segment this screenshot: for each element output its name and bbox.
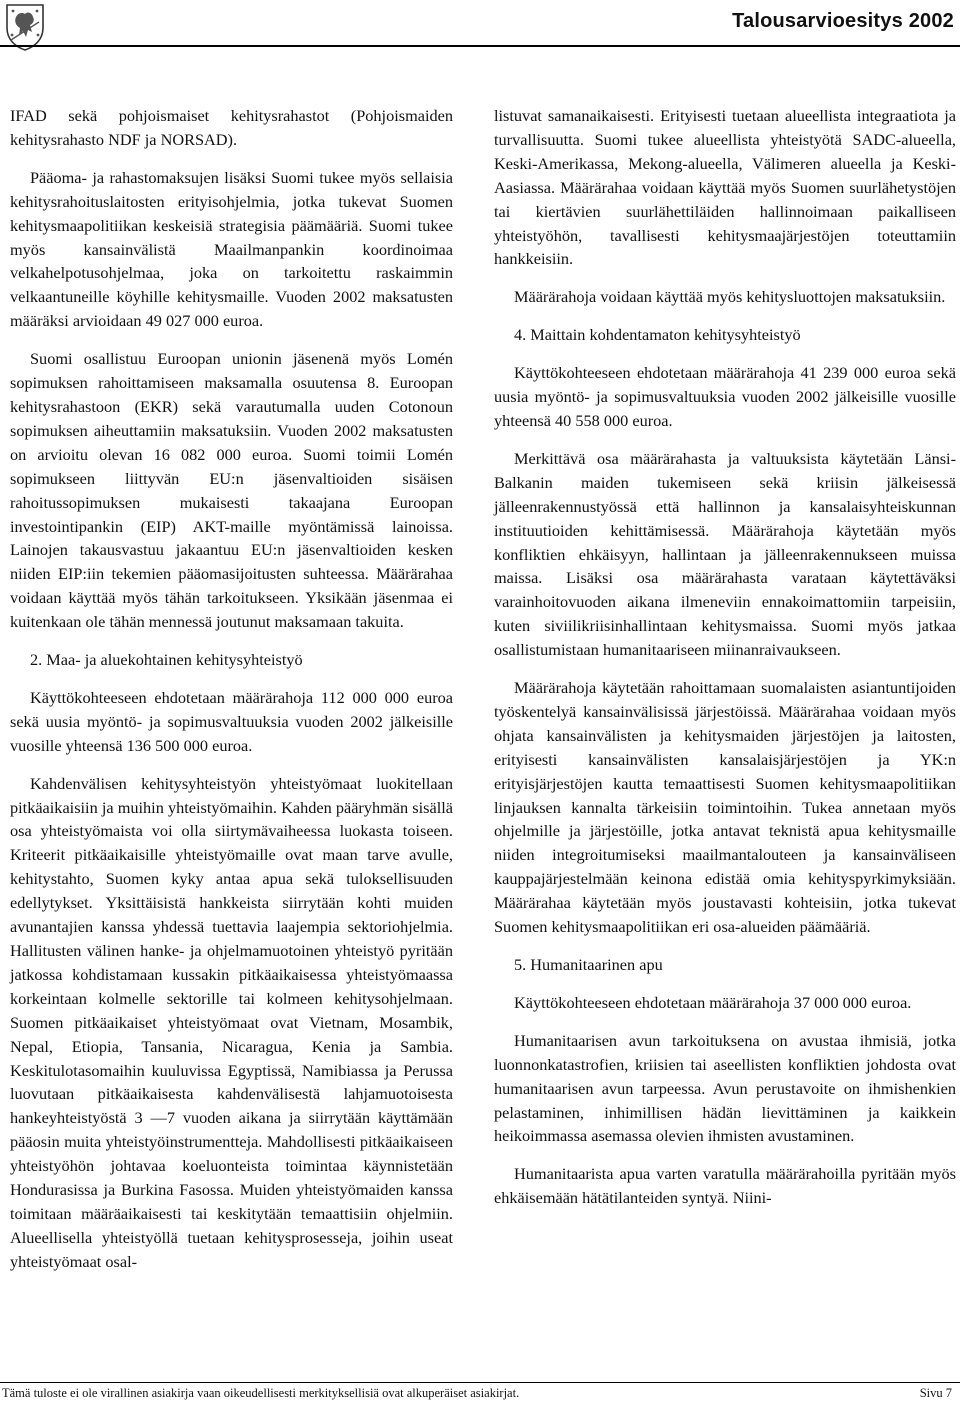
paragraph: Käyttökohteeseen ehdotetaan määrärahoja 37 000 000 euroa. [514,992,912,1012]
page-footer [2,1386,952,1401]
paragraph: Määrärahoja voidaan käyttää myös kehitysluottojen maksatuksiin. [514,287,946,307]
footer-notice: Tämä tuloste ei ole virallinen asiakirja vaan oikeudellisesti merkityksellisiä ovat alkuperäiset asiakirjat. [2,1386,520,1400]
left-column [10,104,453,1288]
right-column [494,104,956,1224]
paragraph: Määrärahoja käytetään rahoittamaan suomalaisten asiantuntijoiden työskentelyä kansainvälisissä järjestöissä. Määrärahaa voidaan myös ohjata kansainvälisten ja kehitysmaiden järjestöjen ja laitosten, erityisesti kansainvälisten kansalaisjärjestöjen ja YK:n erityisjärjestöjen kautta temaattisesti Suomen kehitysmaapolitiikan linjauksen kannalta tärkeisiin toimintoihin. Tukea annetaan myös ohjelmille ja järjestöille, jotka antavat teknistä apua kehitysmaille niiden integroitumiseksi maailmantalouteen ja kansainväliseen kauppajärjestelmään keinona edistää omia kehityspyrkimyksiään. Määrärahaa käytetään myös joustavasti kohteisiin, jotka tukevat Suomen kehitysmaapolitiikan eri osa-alueiden päämääriä. [494,678,956,937]
paragraph: Humanitaarisen avun tarkoituksena on avustaa ihmisiä, jotka luonnonkatastrofien, kriisien tai aseellisten konfliktien johdosta ovat humanitaarisen avun tarpeessa. Avun perustavoite on ihmishenkien pelastaminen, inhimillisen hädän lievittäminen ja kaikkein heikoimmassa asemassa olevien ihmisten avustaminen. [494,1030,956,1146]
footer-divider [0,1382,960,1383]
paragraph: listuvat samanaikaisesti. Erityisesti tuetaan alueellista integraatiota ja turvallisuutta. Suomi tukee alueellista yhteistyötä SADC-alueella, Keski-Amerikassa, Mekong-alueella, Välimeren alueella ja Keski- Aasiassa. Määrärahaa voidaan käyttää myös Suomen suurlähetystöjen tai kiertävien suurlähettiläiden hallinnoimaan paikalliseen yhteistyöhön, tavallisesti kehitysmaajärjestöjen toteuttamiin hankkeisiin. [494,106,956,269]
page-header [0,0,960,90]
header-divider [0,45,960,47]
section-heading: 4. Maittain kohdentamaton kehitysyhteistyö [514,325,801,345]
paragraph: Humanitaarista apua varten varatulla määrärahoilla pyritään myös ehkäisemään hätätilanteiden syntyä. Niini- [494,1164,956,1208]
section-heading: 5. Humanitaarinen apu [514,955,663,974]
paragraph: Suomi osallistuu Euroopan unionin jäsenenä myös Lomén sopimuksen rahoittamiseen maksamalla osuutensa 8. Euroopan kehitysrahastoon (EKR) sekä varautumalla uuden Cotonoun sopimuksen aiheuttamiin maksatuksiin. Vuoden 2002 maksatusten on arvioitu olevan 16 082 000 euroa. Suomi toimii Lomén sopimukseen liittyvän EU:n jäsenvaltioiden sisäisen rahoitussopimuksen mukaisesti takaajana Euroopan investointipankin (EIP) AKT-maille myöntämissä lainoissa. Lainojen takausvastuu jakaantuu EU:n jäsenvaltioiden kesken niiden EIP:iin tekemien pääomasijoitusten suhteessa. Määrärahaa voidaan käyttää myös tähän tarkoitukseen. Yksikään jäsenmaa ei kuitenkaan ole tähän mennessä joutunut maksamaan takuita. [10,349,453,632]
section-heading: 2. Maa- ja aluekohtainen kehitysyhteistyö [30,650,303,670]
paragraph: Pääoma- ja rahastomaksujen lisäksi Suomi tukee myös sellaisia kehitysrahoituslaitosten erityisohjelmia, jotka tukevat Suomen kehitysmaapolitiikan keskeisiä strategisia päämääriä. Suomi tukee myös kansainvälistä Maailmanpankin koordinoimaa velkahelpotusohjelmaa, joka on tarkoitettu raskaimmin velkaantuneille köyhille kehitysmaille. Vuoden 2002 maksatusten määräksi arvioidaan 49 027 000 euroa. [10,167,453,331]
paragraph: Käyttökohteeseen ehdotetaan määrärahoja 41 239 000 euroa sekä uusia myöntö- ja sopimusvaltuuksia vuoden 2002 jälkeisille vuosille yhteensä 40 558 000 euroa. [494,363,956,430]
paragraph: Kahdenvälisen kehitysyhteistyön yhteistyömaat luokitellaan pitkäaikaisiin ja muihin yhteistyömaihin. Kahden pääryhmän sisällä osa yhteistyömaista voi olla siirtymävaiheessa luokasta toiseen. Kriteerit pitkäaikaisille yhteistyömaille ovat maan tarve avulle, kehitystahto, Suomen kyky antaa apua sekä tuloksellisuuden edellytykset. Yksittäisistä hankkeista siirrytään kohti muiden avunantajien kanssa yhdessä tuettavia laajempia sektoriohjelmia. Hallitusten välinen hanke- ja ohjelmamuotoinen yhteistyö pyritään jatkossa kohdistamaan kussakin pitkäaikaisessa yhteistyömaassa korkeintaan kolmelle sektorille tai kolmeen kehitysohjelmaan. Suomen pitkäaikaiset yhteistyömaat ovat Vietnam, Mosambik, Nepal, Etiopia, Tansania, Nicaragua, Kenia ja Sambia. Keskitulotasomaihin kuuluvissa Egyptissä, Namibiassa ja Perussa luovutaan pitkäaikaisesta kahdenvälisestä lahjamuotoisesta hankeyhteistyöstä 3 —7 vuoden aikana ja siirrytään käyttämään pääosin muita yhteistyöinstrumentteja. Mahdollisesti pitkäaikaiseen yhteistyöhön johtavaa koeluonteista toimintaa käynnistetään Hondurasissa ja Burkina Fasossa. Muiden yhteistyömaiden kanssa toimitaan määräaikaisesti tai keskitytään temaattisiin ohjelmiin. Alueellisella yhteistyöllä tuetaan kehitysprosesseja, joihin useat yhteistyömaat osal- [10,773,453,1271]
page-number: Sivu 7 [919,1386,952,1400]
document-title: Talousarvioesitys 2002 [732,10,954,32]
paragraph: IFAD sekä pohjoismaiset kehitysrahastot (Pohjoismaiden kehitysrahasto NDF ja NORSAD). [10,106,453,149]
paragraph: Käyttökohteeseen ehdotetaan määrärahoja 112 000 000 euroa sekä uusia myöntö- ja sopimusvaltuuksia vuoden 2002 jälkeisille vuosille yhteensä 136 500 000 euroa. [10,687,453,755]
paragraph: Merkittävä osa määrärahasta ja valtuuksista käytetään Länsi-Balkanin maiden tukemiseen sekä kriisin jälkeisessä jälleenrakennustyössä että hallinnon ja kansalaisyhteiskunnan instituutioiden kehittämisessä. Määrärahoja käytetään myös konfliktien ehkäisyyn, hallintaan ja jälleenrakennukseen muissa maissa. Lisäksi osa määrärahasta varataan käytettäväksi varainhoitovuoden aikana ilmeneviin ennakoimattomiin tarpeisiin, kuten siviilikriisinhallintaan kehitysmaissa. Suomi myös jatkaa osallistumistaan humanitaariseen miinanraivaukseen. [494,448,956,660]
